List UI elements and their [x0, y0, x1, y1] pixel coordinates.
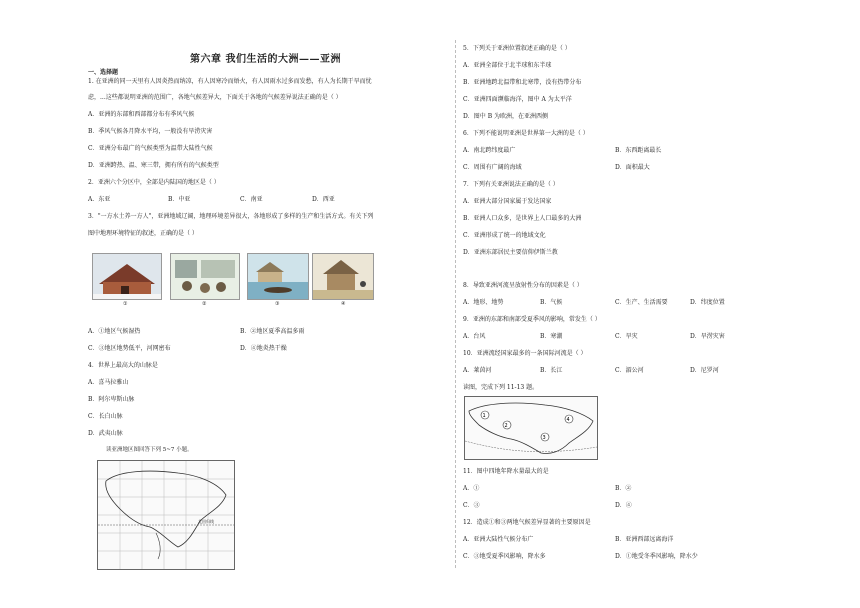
q5-option-d[interactable]: D．图中 B 为欧洲，在亚洲西侧	[463, 113, 549, 120]
q5-stem: 5．下列关于亚洲位置叙述正确的是（ ）	[463, 45, 571, 52]
q11-option-b[interactable]: B．②	[615, 485, 632, 492]
q10-stem: 10．亚洲流经国家最多的一条国际河流是（ ）	[463, 350, 587, 357]
snow-house-illustration-icon	[93, 254, 161, 299]
q12-option-d[interactable]: D．①地受冬季风影响，降水少	[615, 553, 698, 560]
q10-option-c[interactable]: C．湄公河	[615, 367, 644, 374]
q4-option-b[interactable]: B．阿尔卑斯山脉	[88, 396, 135, 403]
q7-option-a[interactable]: A．亚洲大部分国家属于发达国家	[463, 198, 552, 205]
q7-option-d[interactable]: D．亚洲东部居民主要信仰伊斯兰教	[463, 249, 558, 256]
q3-picture-3-label: ③	[275, 301, 280, 307]
q3-option-b[interactable]: B．②地区夏季高温多雨	[240, 328, 305, 335]
q12-option-a[interactable]: A．亚洲大陆性气候分布广	[463, 536, 534, 543]
q3-picture-1	[92, 253, 162, 300]
q1-line-2: 虑，...这些都说明亚洲的范围广，各地气候差异大，下面关于各地的气候差异说法正确的是（ ）	[88, 94, 342, 101]
q3-picture-1-label: ①	[123, 301, 128, 307]
q3-picture-3	[247, 253, 309, 300]
q2-option-d[interactable]: D．西亚	[312, 196, 335, 203]
dry-village-illustration-icon	[313, 254, 373, 299]
river-village-illustration-icon	[248, 254, 308, 299]
asia-climate-map	[464, 396, 598, 460]
q6-stem: 6．下列不能说明亚洲是世界第一大洲的是（ ）	[463, 130, 589, 137]
q3-option-a[interactable]: A．①地区气候湿热	[88, 328, 141, 335]
q12-stem: 12．造成①和③两地气候差异显著的主要原因是	[463, 519, 591, 526]
svg-text:4: 4	[566, 417, 570, 423]
q2-stem: 2．亚洲六个分区中，全部是内陆国的地区是（ ）	[88, 179, 220, 186]
q4-option-a[interactable]: A．喜马拉雅山	[88, 379, 129, 386]
q4-option-d[interactable]: D．武夷山脉	[88, 430, 123, 437]
q6-option-a[interactable]: A．南北跨纬度最广	[463, 147, 516, 154]
column-divider	[455, 40, 456, 568]
q3-option-d[interactable]: D．④地炎热干燥	[240, 345, 287, 352]
q9-option-d[interactable]: D．旱涝灾害	[690, 333, 725, 340]
q10-option-a[interactable]: A．莱茵河	[463, 367, 492, 374]
svg-text:2: 2	[504, 423, 508, 429]
q2-option-b[interactable]: B．中亚	[168, 196, 191, 203]
q3-line-2: 图中地理环境特征的叙述，正确的是（ ）	[88, 230, 198, 237]
svg-text:1: 1	[482, 413, 486, 419]
q5-option-b[interactable]: B．亚洲地跨北温带和北寒带，没有热带分布	[463, 79, 582, 86]
q2-option-c[interactable]: C．南亚	[240, 196, 263, 203]
tropic-line-label: 北回归线	[198, 519, 214, 524]
q6-option-c[interactable]: C．周围有广阔的海域	[463, 164, 522, 171]
q12-option-b[interactable]: B．亚洲西部远离海洋	[615, 536, 674, 543]
q3-picture-4	[312, 253, 374, 300]
q7-stem: 7．下列有关亚洲说法正确的是（ ）	[463, 181, 559, 188]
q11-option-c[interactable]: C．③	[463, 502, 480, 509]
q2-option-a[interactable]: A．东亚	[88, 196, 111, 203]
q3-picture-2-label: ②	[202, 301, 207, 307]
q1-option-b[interactable]: B．季风气候各月降水平均，一般没有旱涝灾害	[88, 128, 213, 135]
q5-option-c[interactable]: C．亚洲四面濒临海洋，图中 A 为太平洋	[463, 96, 572, 103]
q8-option-c[interactable]: C．生产、生活需要	[615, 299, 668, 306]
q9-stem: 9．亚洲的东部和南部受夏季风的影响，常发生（ ）	[463, 316, 601, 323]
q1-line-1: 1. 在亚洲的同一天里有人因炎热而纳凉，有人因寒冷而焐火，有人因雨水过多而发愁，有人为长期干旱而忧	[88, 78, 372, 85]
page-title: 第六章 我们生活的大洲——亚洲	[190, 54, 341, 65]
q4-option-c[interactable]: C．长白山脉	[88, 413, 123, 420]
q10-option-d[interactable]: D．尼罗河	[690, 367, 719, 374]
map1-caption: 读亚洲地区图回答下列 5~7 小题。	[106, 447, 193, 453]
asia-grid-map-icon	[98, 461, 234, 569]
q11-option-d[interactable]: D．④	[615, 502, 632, 509]
q1-option-a[interactable]: A．亚洲的东部和西部都分布有季风气候	[88, 111, 195, 118]
asia-outline-map-icon	[465, 397, 597, 459]
q8-option-b[interactable]: B．气候	[540, 299, 563, 306]
q3-picture-2	[170, 253, 240, 300]
q11-stem: 11．图中四地年降水量最大的是	[463, 468, 549, 475]
q8-option-d[interactable]: D．纬度位置	[690, 299, 725, 306]
q4-stem: 4．世界上最高大的山脉是	[88, 362, 158, 369]
section-heading: 一、选择题	[88, 69, 119, 76]
q8-stem: 8．导致亚洲河流呈放射性分布的因素是（ ）	[463, 282, 583, 289]
q9-option-a[interactable]: A．台风	[463, 333, 486, 340]
q3-picture-4-label: ④	[341, 301, 346, 307]
q12-option-c[interactable]: C．③地受夏季风影响，降水多	[463, 553, 546, 560]
q3-option-c[interactable]: C．③地区地势低平，河网密布	[88, 345, 171, 352]
q7-option-b[interactable]: B．亚洲人口众多，是世界上人口最多的大洲	[463, 215, 582, 222]
q1-option-c[interactable]: C．亚洲分布最广的气候类型为温带大陆性气候	[88, 145, 213, 152]
asia-region-map	[97, 460, 235, 570]
q10-option-b[interactable]: B．长江	[540, 367, 563, 374]
q9-option-c[interactable]: C．旱灾	[615, 333, 638, 340]
q6-option-d[interactable]: D．面积最大	[615, 164, 650, 171]
q5-option-a[interactable]: A．亚洲全部位于北半球和东半球	[463, 62, 552, 69]
q8-option-a[interactable]: A．地形、地势	[463, 299, 504, 306]
map2-caption: 读图，完成下列 11-13 题。	[463, 384, 539, 391]
q6-option-b[interactable]: B．东西距离最长	[615, 147, 662, 154]
q9-option-b[interactable]: B．寒潮	[540, 333, 563, 340]
svg-text:3: 3	[542, 435, 546, 441]
q1-option-d[interactable]: D．亚洲跨热、温、寒三带，拥有所有的气候类型	[88, 162, 219, 169]
q11-option-a[interactable]: A．①	[463, 485, 480, 492]
grassland-yurt-illustration-icon	[171, 254, 239, 299]
q7-option-c[interactable]: C．亚洲形成了统一的地域文化	[463, 232, 546, 239]
q3-line-1: 3．"一方水土养一方人"，亚洲地域辽阔，地理环境差异很大，各地形成了多样的生产和生活方式。有关下列	[88, 213, 374, 220]
